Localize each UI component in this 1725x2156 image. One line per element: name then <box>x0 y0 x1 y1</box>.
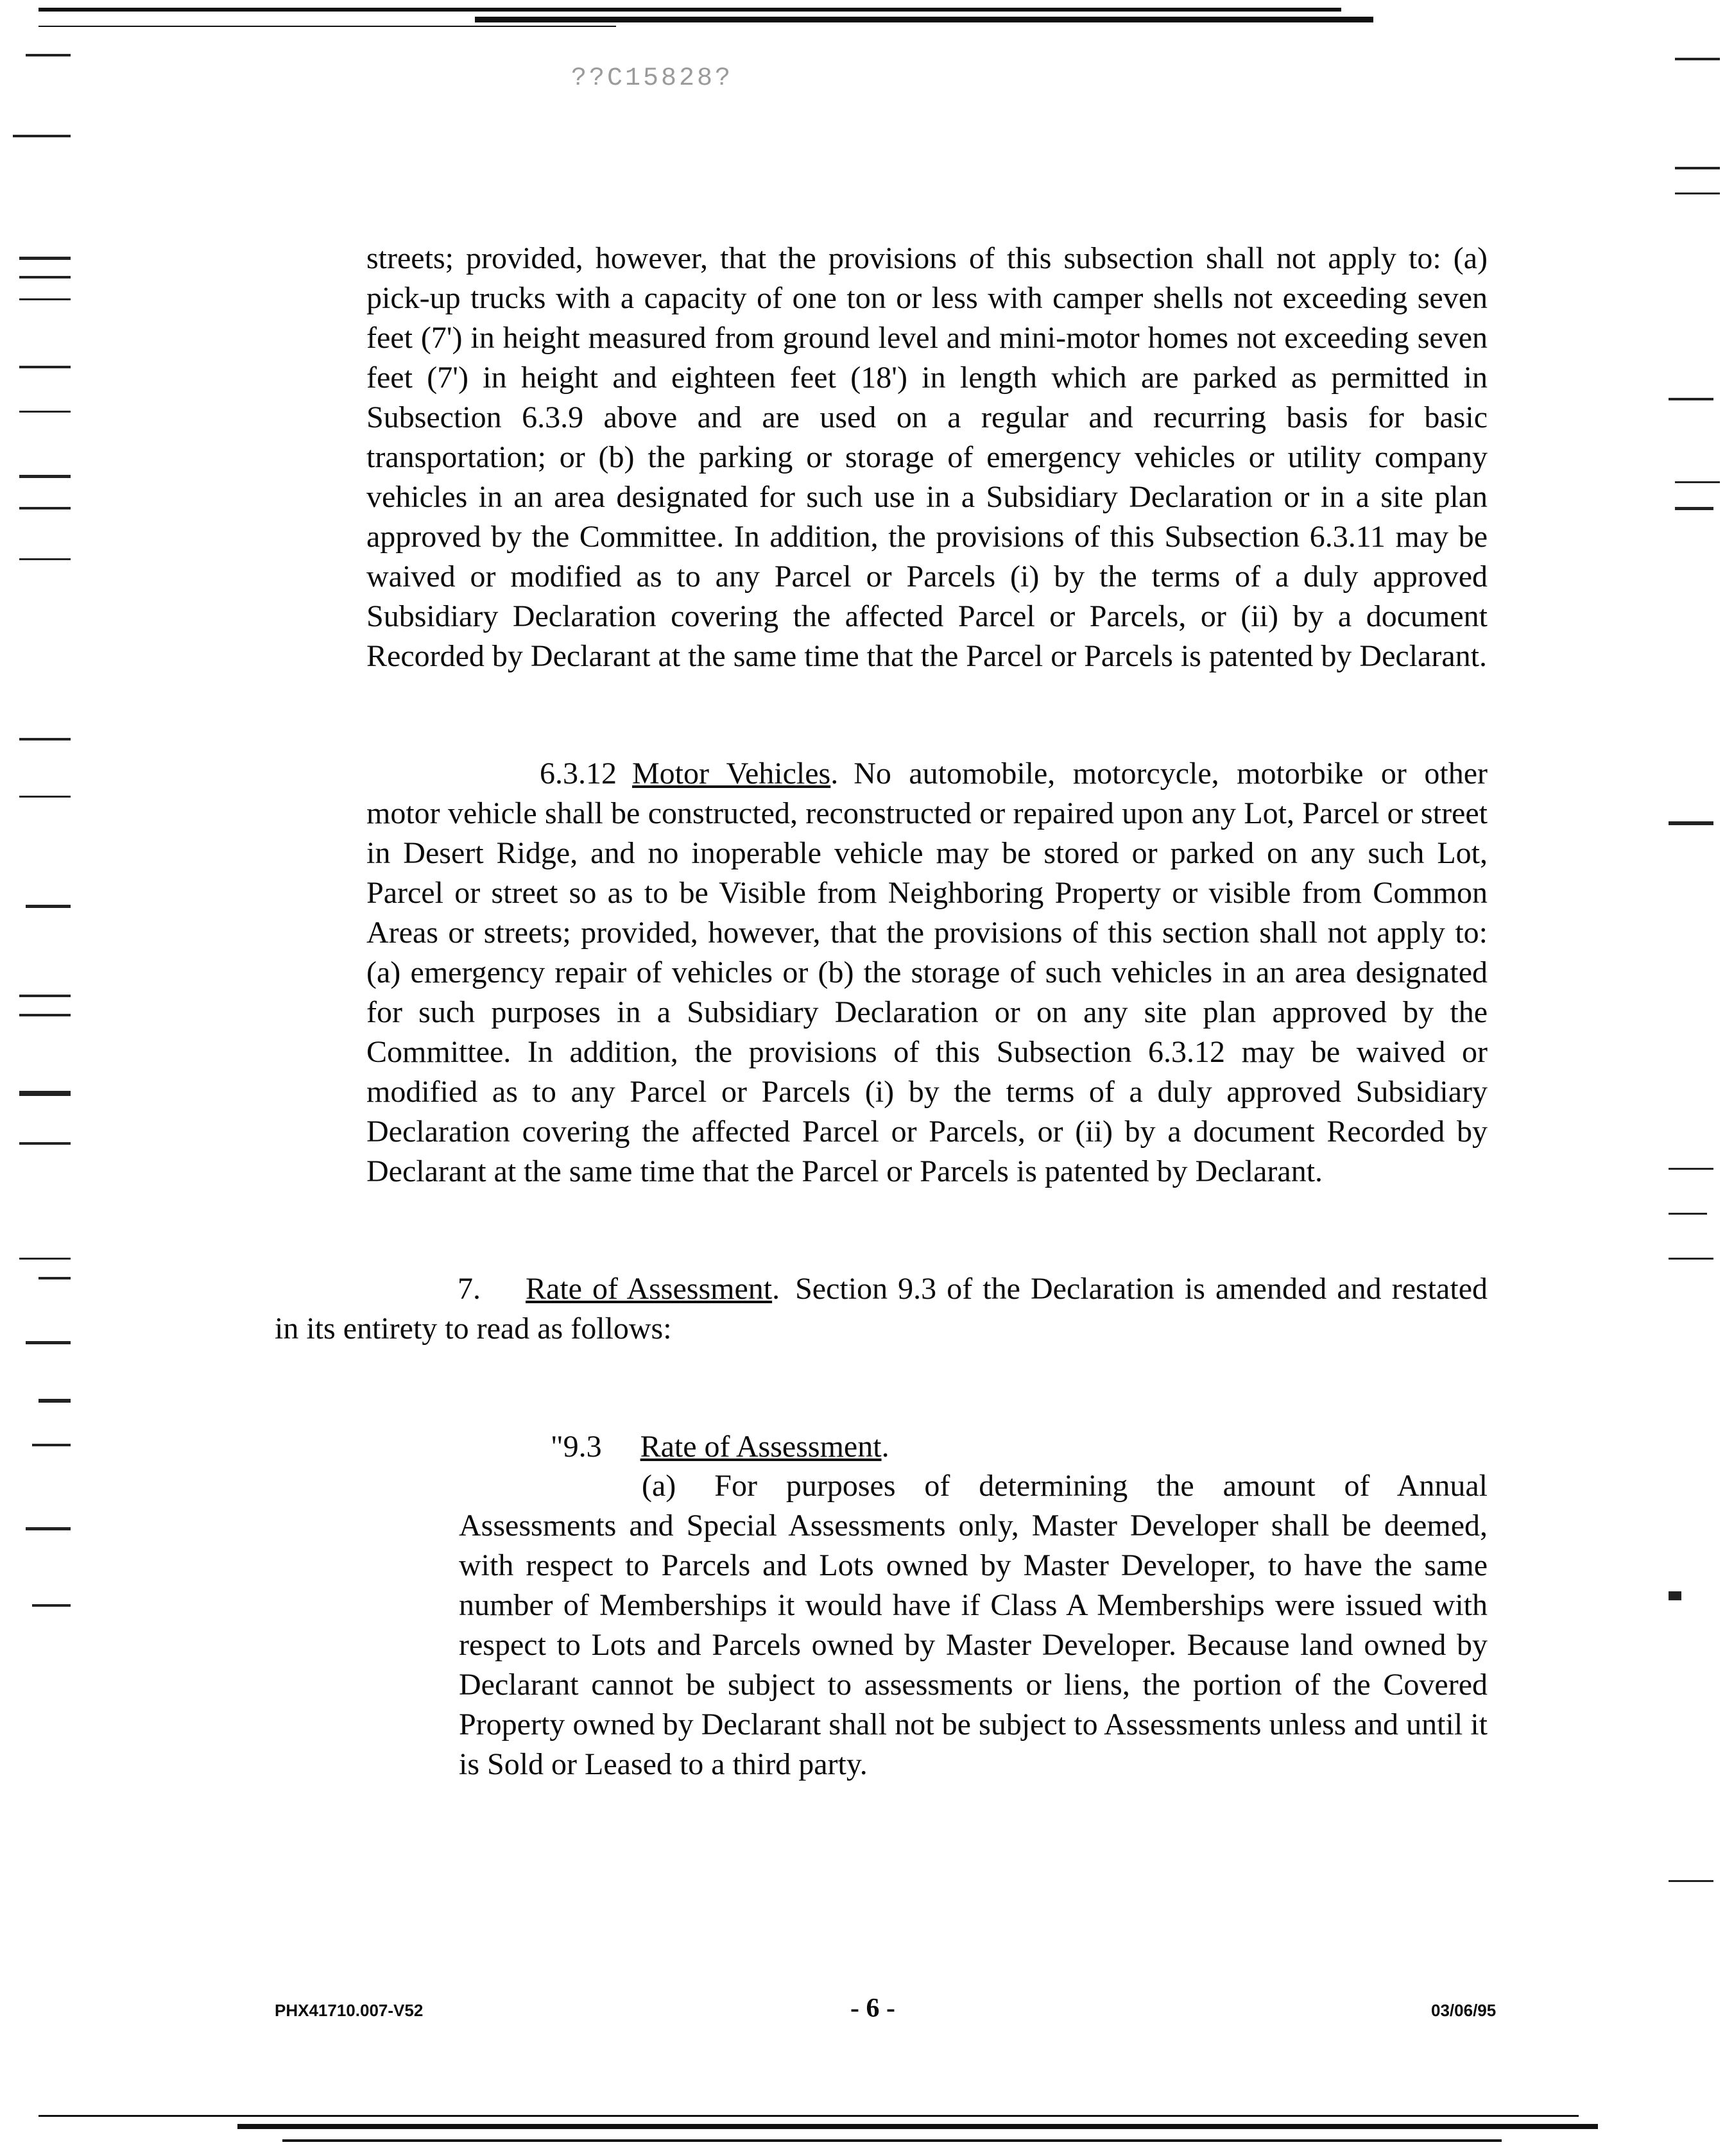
header-stamp: ??C15828? <box>571 64 734 93</box>
margin-mark <box>19 366 71 368</box>
margin-mark <box>19 507 71 509</box>
paragraph-streets: streets; provided, however, that the provisions of this subsection shall not apply to: (a) pick-up trucks with a capacity of one ton or less with camper shells not exceeding seven feet (7') in height measured from ground level and mini-motor homes not exceeding seven feet (7') in height and eighteen feet (18') in length which are parked as permitted in Subsection 6.3.9 above and are used on a regular and recurring basis for basic transportation; or (b) the parking or storage of emergency vehicles or utility company vehicles in an area designated for such use in a Subsidiary Declaration or in a site plan approved by the Committee. In addition, the provisions of this Subsection 6.3.11 may be waived or modified as to any Parcel or Parcels (i) by the terms of a duly approved Subsidiary Declaration covering the affected Parcel or Parcels, or (ii) by a document Recorded by Declarant at the same time that the Parcel or Parcels is patented by Declarant. <box>366 241 1488 673</box>
scan-border-top <box>39 8 1341 12</box>
footer-page-number: - 6 - <box>850 1994 895 2023</box>
margin-mark <box>1669 398 1713 400</box>
margin-mark <box>1675 193 1720 194</box>
margin-mark <box>19 298 71 300</box>
margin-mark <box>1669 1880 1713 1882</box>
motor-vehicles-body: No automobile, motorcycle, motorbike or other motor vehicle shall be constructed, reconstructed or repaired upon any Lot, Parcel or street in Desert Ridge, and no inoperable vehicle may be stored or parked on any such Lot, Parcel or street so as to be Visible from Neighboring Property or visible from Common Areas or streets; provided, however, that the provisions of this section shall not apply to: (a) emergency repair of vehicles or (b) the storage of such vehicles in an area designated for such purposes in a Subsidiary Declaration or on any site plan approved by the Committee. In addition, the provisions of this Subsection 6.3.12 may be waived or modified as to any Parcel or Parcels (i) by the terms of a duly approved Subsidiary Declaration covering the affected Parcel or Parcels, or (ii) by a document Recorded by Declarant at the same time that the Parcel or Parcels is patented by Declarant. <box>366 757 1488 1188</box>
scan-border-bottom <box>39 2115 1579 2117</box>
margin-mark <box>19 1142 71 1145</box>
heading-rate-of-assessment: Rate of Assessment <box>526 1272 773 1306</box>
footer-date: 03/06/95 <box>1431 2001 1497 2020</box>
margin-mark <box>19 995 71 997</box>
section-number-9-3: "9.3 <box>551 1430 602 1464</box>
footer-document-id: PHX41710.007-V52 <box>275 2001 424 2020</box>
margin-mark <box>19 276 71 278</box>
margin-mark <box>1669 1213 1707 1215</box>
margin-mark <box>26 1527 71 1530</box>
margin-mark <box>19 796 71 798</box>
margin-mark <box>32 1604 71 1607</box>
margin-mark <box>19 1258 71 1260</box>
margin-mark <box>19 475 71 478</box>
heading-motor-vehicles: Motor Vehicles <box>632 757 831 791</box>
subsection-a-body: For purposes of determining the amount of Annual Assessments and Special Assessments only, Master Developer shall be deemed, with respect to Parcels and Lots owned by Master Developer, to have the same number of Memberships it would have if Class A Memberships were issued with respect to Lots and Parcels owned by Master Developer. Because land owned by Declarant cannot be subject to assessments or liens, the portion of the Covered Property owned by Declarant shall not be subject to Assessments unless and until it is Sold or Leased to a third party. <box>459 1469 1488 1781</box>
margin-mark <box>39 1277 71 1279</box>
paragraph-rate-of-assessment: 7. Rate of Assessment. Section 9.3 of the Declaration is amended and restated in its entirety to read as follows: <box>275 1272 1488 1346</box>
margin-mark <box>19 558 71 560</box>
subsection-label-a: (a) <box>642 1469 676 1503</box>
margin-mark <box>32 1444 71 1446</box>
paragraph-motor-vehicles: 6.3.12 Motor Vehicles. No automobile, motorcycle, motorbike or other motor vehicle shall be constructed, reconstructed or repaired upon any Lot, Parcel or street in Desert Ridge, and no inoperable vehicle may be stored or parked on any such Lot, Parcel or street so as to be Visible from Neighboring Property or visible from Common Areas or streets; provided, however, that the provisions of this section shall not apply to: (a) emergency repair of vehicles or (b) the storage of such vehicles in an area designated for such purposes in a Subsidiary Declaration or on any site plan approved by the Committee. In addition, the provisions of this Subsection 6.3.12 may be waived or modified as to any Parcel or Parcels (i) by the terms of a duly approved Subsidiary Declaration covering the affected Parcel or Parcels, or (ii) by a document Recorded by Declarant at the same time that the Parcel or Parcels is patented by Declarant. <box>366 757 1488 1188</box>
margin-mark <box>1669 821 1713 825</box>
section-number-7: 7. <box>458 1272 481 1306</box>
margin-mark <box>1675 481 1720 483</box>
rate-of-assessment-body: Section 9.3 of the Declaration is amended and restated in its entirety to read as follows: <box>275 1272 1488 1346</box>
margin-mark <box>26 905 71 908</box>
margin-mark <box>19 411 71 413</box>
margin-mark <box>26 54 71 56</box>
margin-mark <box>13 135 71 137</box>
margin-mark <box>19 257 71 260</box>
margin-mark <box>1669 1591 1681 1600</box>
margin-mark <box>19 1014 71 1016</box>
margin-mark <box>1675 507 1713 510</box>
paragraph-9-3-a <box>459 1466 1488 1784</box>
scan-border-bottom-thick <box>237 2124 1598 2129</box>
margin-mark <box>1669 1258 1713 1260</box>
scan-border-top-thick <box>475 17 1373 22</box>
margin-mark <box>1675 167 1720 169</box>
scan-border-top-thin <box>39 26 616 27</box>
margin-mark <box>1669 1168 1713 1170</box>
section-number-6-3-12: 6.3.12 <box>540 757 617 791</box>
margin-mark <box>1675 58 1720 60</box>
margin-mark <box>26 1341 71 1344</box>
heading-9-3-rate-of-assessment: Rate of Assessment <box>640 1430 882 1464</box>
scan-border-bottom-thin <box>282 2139 1502 2142</box>
paragraph-9-3-heading: "9.3 Rate of Assessment. <box>551 1430 889 1464</box>
margin-mark <box>39 1399 71 1403</box>
margin-mark <box>19 1091 71 1096</box>
margin-mark <box>19 738 71 740</box>
